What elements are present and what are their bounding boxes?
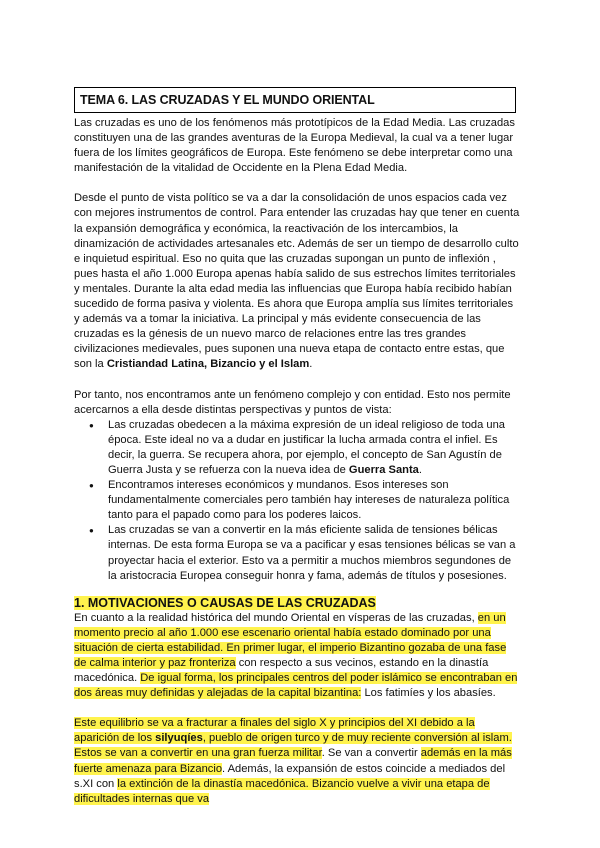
list-item: [74, 523, 520, 583]
section-p1-b: con respecto a sus vecinos, estando en la dinastía macedónica.: [74, 657, 489, 685]
perspectives-list: [74, 418, 520, 584]
list-item: [74, 418, 520, 478]
section-p1-a: En cuanto a la realidad histórica del mundo Oriental en vísperas de las cruzadas,: [74, 611, 478, 624]
section-p1-c: Los fatimíes y los abasíes.: [361, 687, 496, 700]
paragraph-political-text: Desde el punto de vista político se va a dar la consolidación de unos espacios cada vez con mejores instrumentos de control. Para entender las cruzadas hay que tener en cuenta la expansión demográfica y económica, la reactivación de los intercambios, la dinamización de actividades artesanales etc. Además de ser un tiempo de desarrollo culto e inquietud espiritual. Eso no quita que las cruzadas supongan un punto de inflexión , pues hasta el año 1.000 Europa apenas había salido de sus estrechos límites territoriales y mentales. Durante la alta edad media las influencias que Europa había recibido habían sucedido de forma pasiva y violenta. Es ahora que Europa amplía sus límites territoriales y además va a tomar la iniciativa. La principal y más evidente consecuencia de las cruzadas es la génesis de un nuevo marco de relaciones entre las tres grandes civilizaciones medievales, pues suponen una nueva etapa de contacto entre estas, que son la: [74, 192, 520, 371]
paragraph-political-end: .: [309, 358, 313, 371]
section-p2-b: . Además, la expansión de estos coincide a mediados del s.XI con: [74, 762, 506, 790]
bullet-1-end: .: [418, 463, 422, 476]
civilizations-bold: Cristiandad Latina, Bizancio y el Islam: [106, 358, 310, 371]
section-heading: [74, 596, 520, 611]
bullet-3-text: Las cruzadas se van a convertir en la más eficiente salida de tensiones bélicas internas. De esta forma Europa se va a pacificar y esas tensiones bélicas se van a proyectar hacia el exterior. Esto va a permitir a muchos miembros segundones de la aristocracia Europea conseguir honra y fama, además de títulos y posesiones.: [108, 524, 516, 582]
bullet-1-bold: Guerra Santa: [348, 463, 419, 476]
highlight-text: además en la más fuerte amenaza para Bizancio: [74, 747, 512, 775]
silyuqies-bold: silyuqíes: [155, 732, 203, 745]
section-paragraph-1: [74, 611, 520, 702]
page-title: TEMA 6. LAS CRUZADAS Y EL MUNDO ORIENTAL: [74, 87, 516, 113]
highlight-text: la extinción de la dinastía macedónica. Bizancio vuelve a vivir una etapa de dificultades internas que va: [74, 777, 490, 805]
highlight-text: en un momento precio al año 1.000 ese escenario oriental había estado dominado por una situación de cierta estabilidad. En primer lugar, el imperio Bizantino gozaba de una fase de calma interior y paz fronteriza: [74, 611, 507, 669]
intro-paragraph: Las cruzadas es uno de los fenómenos más prototípicos de la Edad Media. Las cruzadas constituyen una de las grandes aventuras de la Europa Medieval, la cual va a tener lugar fuera de los límites geográficos de Europa. Este fenómeno se debe interpretar como una manifestación de la vitalidad de Occidente en la Plena Edad Media.: [74, 117, 515, 175]
paragraph-perspectives: Por tanto, nos encontramos ante un fenómeno complejo y con entidad. Esto nos permite acercarnos a ella desde distintas perspectivas y puntos de vista:: [74, 388, 511, 416]
bullet-1-text: Las cruzadas obedecen a la máxima expresión de un ideal religioso de toda una época. Este ideal no va a dudar en justificar la lucha armada contra el infiel. Es decir, la guerra. Se recupera ahora, por ejemplo, el concepto de San Agustín de Guerra Justa y se refuerza con la nueva idea de: [108, 418, 505, 476]
highlight-text: Este equilibrio se va a fracturar a finales del siglo X y principios del XI debido a la aparición de los: [74, 717, 475, 745]
highlight-text: , pueblo de origen turco y de muy reciente conversión al islam. Estos se van a convertir en una gran fuerza militar: [74, 732, 512, 760]
section-heading-text: 1. MOTIVACIONES O CAUSAS DE LAS CRUZADAS: [74, 595, 376, 610]
section-paragraph-2: [74, 716, 520, 807]
paragraph-political: [74, 191, 520, 372]
list-item: [74, 478, 520, 523]
section-p2-a: . Se van a convertir: [321, 747, 421, 760]
bullet-2-text: Encontramos intereses económicos y mundanos. Esos intereses son fundamentalmente comerciales pero también hay intereses de naturaleza política tanto para el papado como para los poderes laicos.: [108, 479, 510, 522]
document-body: [74, 116, 520, 807]
highlight-text: De igual forma, los principales centros del poder islámico se encontraban en dos áreas muy definidas y alejadas de la capital bizantina:: [74, 672, 518, 700]
